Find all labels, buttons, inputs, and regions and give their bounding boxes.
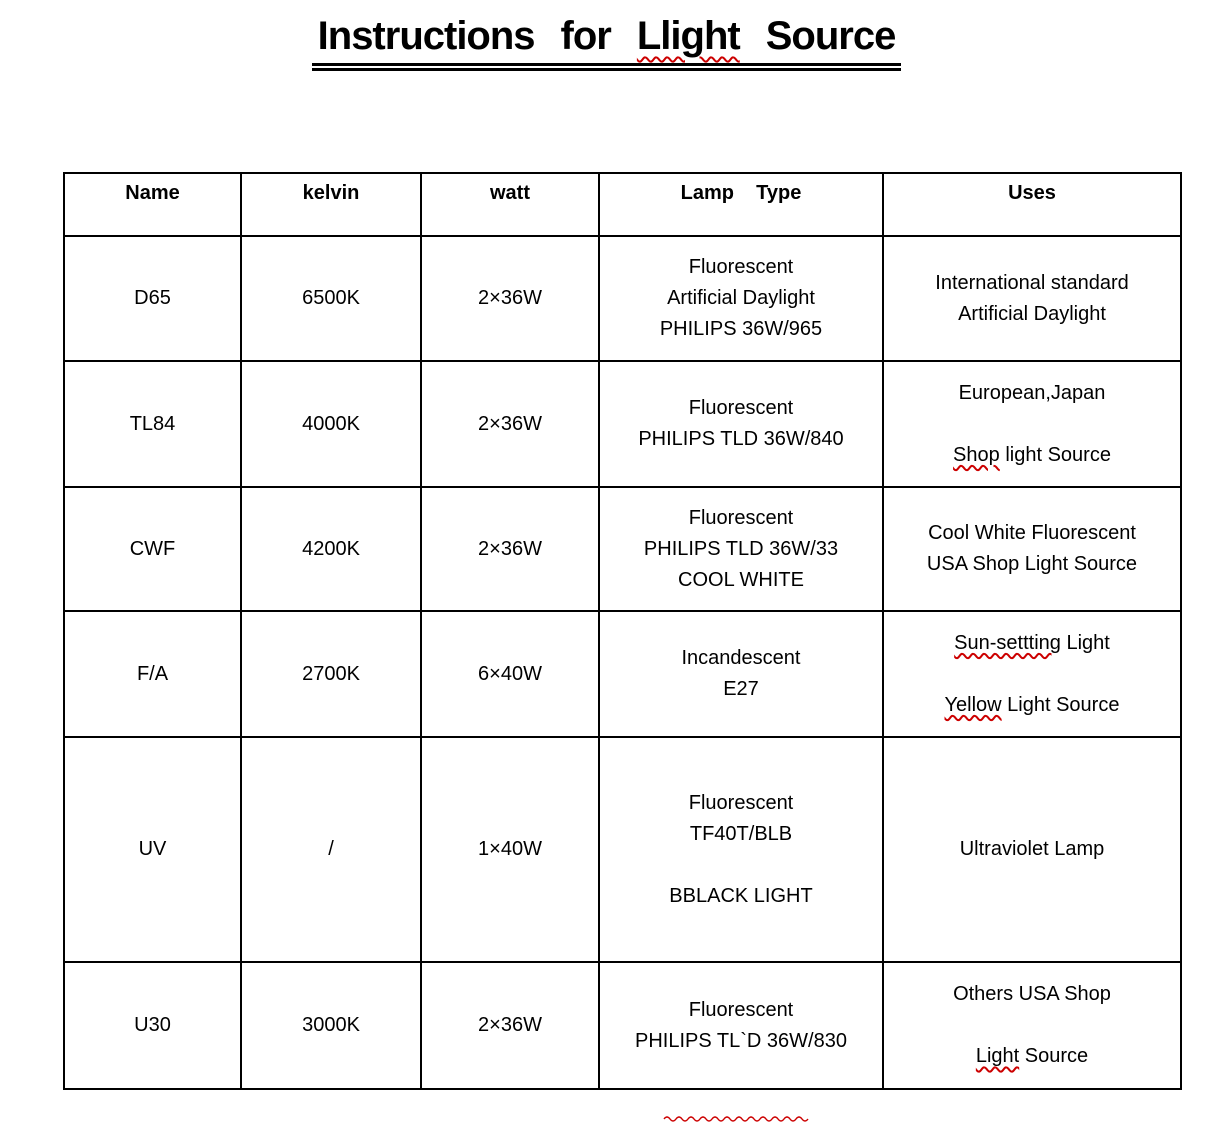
- cell-text: Light: [1060, 631, 1110, 654]
- blank-line: [884, 1010, 1180, 1041]
- cell-text-line: Fluorescent: [688, 791, 794, 814]
- header-label: watt: [490, 182, 530, 204]
- title-word-misspelled: Llight: [636, 14, 740, 58]
- cell-name: [64, 487, 241, 611]
- cell-kelvin: [241, 611, 421, 737]
- cell-uses: [883, 487, 1181, 611]
- header-watt: [421, 173, 599, 236]
- header-lamp-type: [599, 173, 883, 236]
- cell-lamp-type: [599, 962, 883, 1089]
- table-row-cwf: [64, 487, 1181, 611]
- cell-lamp-type: [599, 487, 883, 611]
- misspelled-word: Shop: [953, 443, 1000, 466]
- stray-spellcheck-squiggle: [663, 1114, 813, 1122]
- cell-kelvin: [241, 236, 421, 361]
- cell-text-line: Fluorescent: [688, 506, 794, 529]
- blank-line: [600, 850, 882, 881]
- cell-watt: [421, 611, 599, 737]
- title-word: Source: [765, 14, 896, 58]
- cell-text: 1×40W: [478, 838, 542, 860]
- cell-lamp-type: [599, 737, 883, 962]
- cell-text-line: Fluorescent: [688, 256, 794, 278]
- cell-text-line: BBLACK LIGHT: [669, 884, 813, 907]
- cell-text: 2×36W: [478, 1014, 542, 1036]
- cell-text: /: [328, 838, 334, 860]
- light-source-table: [63, 172, 1182, 1090]
- title-word: for: [560, 14, 611, 58]
- cell-name: [64, 611, 241, 737]
- cell-watt: [421, 487, 599, 611]
- cell-text-line: European,Japan: [958, 381, 1106, 404]
- cell-watt: [421, 962, 599, 1089]
- cell-kelvin: [241, 737, 421, 962]
- cell-text-line: Others USA Shop: [953, 983, 1111, 1005]
- cell-uses: [883, 236, 1181, 361]
- cell-text-line: PHILIPS TLD 36W/33: [643, 537, 839, 560]
- misspelled-word: Sun-settting: [954, 631, 1061, 654]
- cell-name: [64, 361, 241, 487]
- page-title: [312, 14, 902, 71]
- header-name: [64, 173, 241, 236]
- table-row-u30: [64, 962, 1181, 1089]
- misspelled-word: Light: [975, 1045, 1020, 1067]
- cell-text-line: International standard: [935, 271, 1129, 294]
- cell-watt: [421, 361, 599, 487]
- cell-text: U30: [134, 1014, 171, 1036]
- cell-lamp-type: [599, 361, 883, 487]
- cell-kelvin: [241, 487, 421, 611]
- cell-kelvin: [241, 361, 421, 487]
- cell-text-line: Incandescent: [681, 647, 801, 669]
- cell-lamp-type: [599, 236, 883, 361]
- cell-text: 2700K: [302, 662, 360, 685]
- cell-text-line: COOL WHITE: [678, 568, 804, 591]
- header-label: Lamp Type: [680, 182, 802, 204]
- cell-text-line: Artificial Daylight: [958, 302, 1106, 325]
- cell-lamp-type: [599, 611, 883, 737]
- cell-text-line: Ultraviolet Lamp: [959, 838, 1105, 860]
- cell-text-line: Artificial Daylight: [667, 287, 815, 309]
- cell-text: UV: [138, 838, 167, 860]
- cell-watt: [421, 737, 599, 962]
- cell-kelvin: [241, 962, 421, 1089]
- table-row-tl84: [64, 361, 1181, 487]
- title-word: Instructions: [317, 14, 535, 58]
- cell-text-line: [884, 1041, 1180, 1072]
- header-label: Name: [125, 182, 180, 204]
- cell-text-line: E27: [723, 678, 759, 700]
- cell-name: [64, 236, 241, 361]
- header-label: kelvin: [302, 182, 360, 204]
- blank-line: [884, 409, 1180, 440]
- cell-uses: [883, 611, 1181, 737]
- cell-text: 4000K: [302, 412, 360, 435]
- cell-text: TL84: [129, 412, 176, 435]
- table-row-uv: [64, 737, 1181, 962]
- cell-watt: [421, 236, 599, 361]
- cell-text: D65: [134, 287, 171, 309]
- cell-uses: [883, 361, 1181, 487]
- cell-name: [64, 962, 241, 1089]
- cell-text-line: PHILIPS TL`D 36W/830: [635, 1029, 847, 1052]
- cell-text: 3000K: [302, 1014, 360, 1036]
- cell-text: 6500K: [302, 287, 360, 309]
- cell-text-line: USA Shop Light Source: [926, 553, 1138, 575]
- cell-uses: [883, 737, 1181, 962]
- cell-text: Light Source: [1001, 693, 1120, 716]
- cell-text-line: TF40T/BLB: [689, 822, 793, 845]
- table-row-fa: [64, 611, 1181, 737]
- cell-text-line: PHILIPS TLD 36W/840: [638, 428, 844, 450]
- cell-text: light Source: [999, 443, 1111, 466]
- cell-text: F/A: [136, 662, 169, 685]
- header-row: [64, 173, 1181, 236]
- cell-text-line: [884, 628, 1180, 659]
- header-kelvin: [241, 173, 421, 236]
- cell-text-line: PHILIPS 36W/965: [659, 318, 823, 340]
- header-label: Uses: [1008, 182, 1056, 204]
- cell-text: 2×36W: [478, 287, 542, 309]
- cell-text-line: Fluorescent: [688, 998, 794, 1021]
- title-container: [0, 14, 1213, 71]
- cell-text-line: Cool White Fluorescent: [928, 522, 1136, 544]
- cell-text-line: Fluorescent: [688, 397, 794, 419]
- header-uses: [883, 173, 1181, 236]
- cell-text: 2×36W: [478, 412, 542, 435]
- blank-line: [884, 659, 1180, 690]
- cell-text: Source: [1019, 1045, 1089, 1067]
- misspelled-word: Yellow: [944, 693, 1002, 716]
- cell-text-line: [884, 440, 1180, 471]
- cell-uses: [883, 962, 1181, 1089]
- cell-name: [64, 737, 241, 962]
- cell-text: 2×36W: [478, 537, 542, 560]
- table-row-d65: [64, 236, 1181, 361]
- cell-text: CWF: [129, 537, 176, 560]
- cell-text: 6×40W: [478, 662, 542, 685]
- cell-text: 4200K: [302, 537, 360, 560]
- cell-text-line: [884, 690, 1180, 721]
